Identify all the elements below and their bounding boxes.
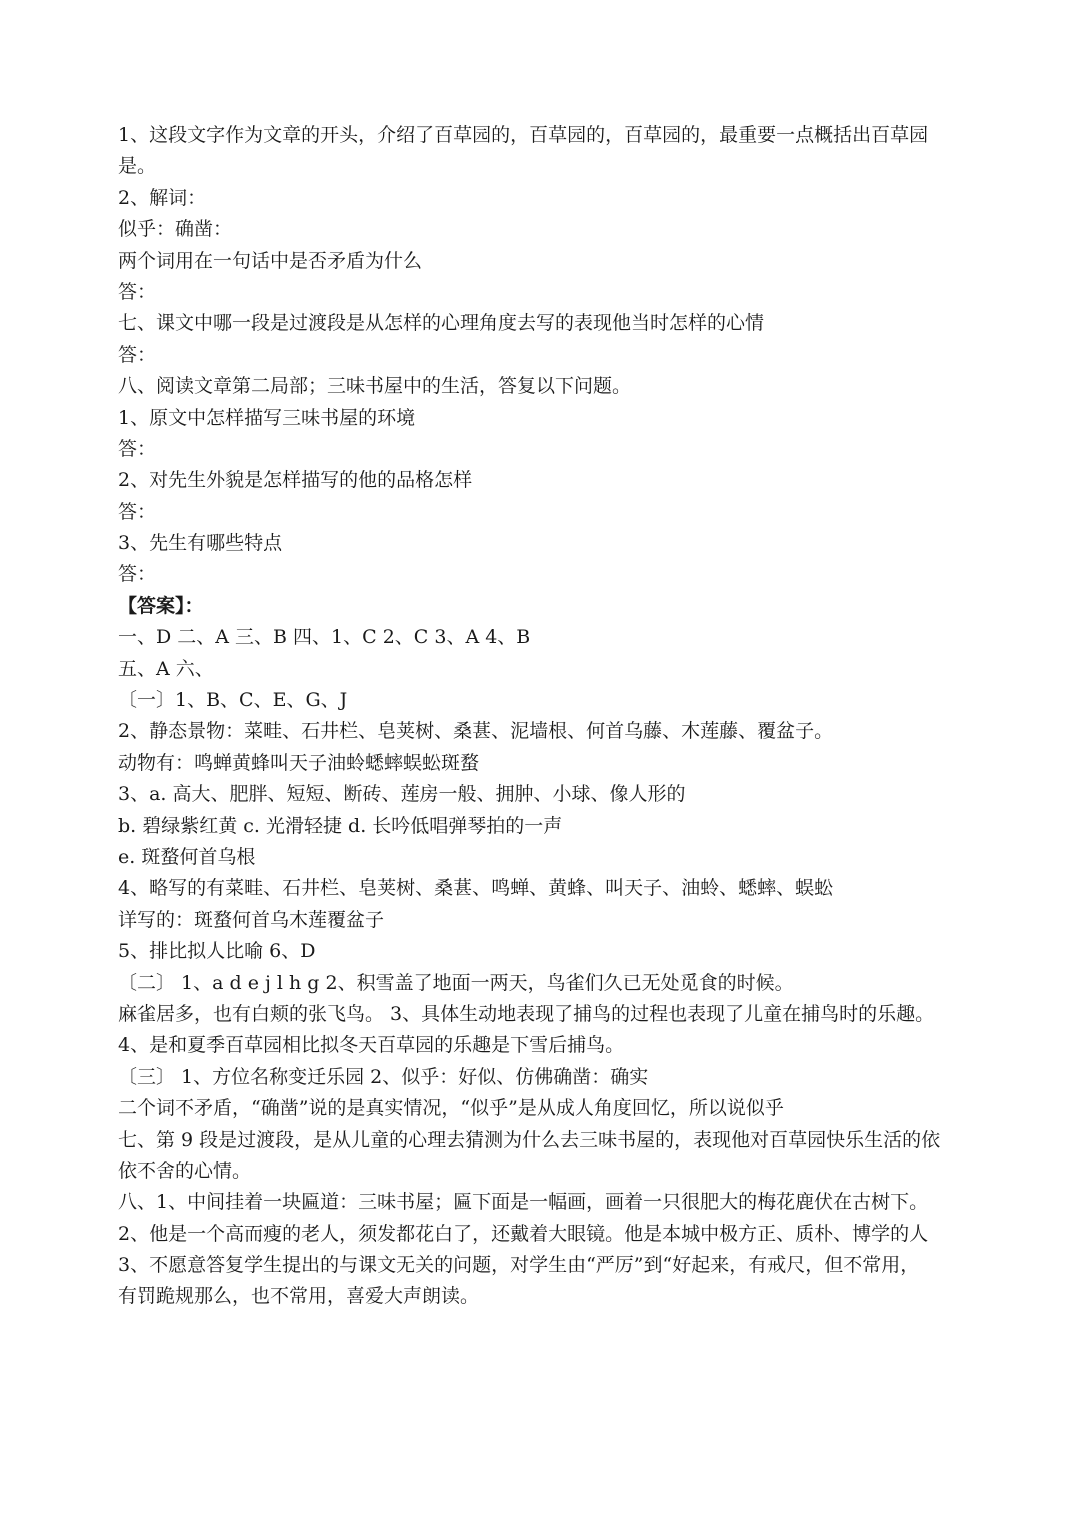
text-line: 4、略写的有菜畦、石井栏、皂荚树、桑葚、鸣蝉、黄蜂、叫天子、油蛉、蟋蟀、蜈蚣 xyxy=(118,877,834,900)
text-line: 一、D 二、A 三、B 四、1、C 2、C 3、A 4、B xyxy=(118,626,531,649)
text-line: 〔一〕1、B、C、E、G、J xyxy=(118,689,348,712)
text-line: 详写的：斑蝥何首乌木莲覆盆子 xyxy=(118,908,385,931)
text-line: 〔二〕 1、a d e j l h g 2、积雪盖了地面一两天，鸟雀们久已无处觅食的时候。 xyxy=(118,971,794,994)
text-line: 八、1、中间挂着一块匾道：三味书屋；匾下面是一幅画，画着一只很肥大的梅花鹿伏在古树下。 xyxy=(118,1191,929,1214)
text-line: 有罚跪规那么，也不常用，喜爱大声朗读。 xyxy=(118,1285,480,1308)
text-line: 动物有：鸣蝉黄蜂叫天子油蛉蟋蟀蜈蚣斑蝥 xyxy=(118,751,480,774)
text-line: 五、A 六、 xyxy=(118,657,214,680)
text-line: 3、不愿意答复学生提出的与课文无关的问题，对学生由“严厉”到“好起来，有戒尺，但不常用， xyxy=(118,1254,920,1277)
text-line: 答： xyxy=(118,343,157,366)
text-line: 2、对先生外貌是怎样描写的他的品格怎样 xyxy=(118,469,473,492)
text-line: 是。 xyxy=(118,155,157,178)
text-line: 2、静态景物：菜畦、石井栏、皂荚树、桑葚、泥墙根、何首乌藤、木莲藤、覆盆子。 xyxy=(118,720,834,743)
text-line: 2、他是一个高而瘦的老人，须发都花白了，还戴着大眼镜。他是本城中极方正、质朴、博学的人 xyxy=(118,1222,929,1245)
text-line: 答： xyxy=(118,437,157,460)
text-line: 七、第 9 段是过渡段，是从儿童的心理去猜测为什么去三味书屋的，表现他对百草园快乐生活的依 xyxy=(118,1128,941,1151)
text-line: 答： xyxy=(118,280,157,303)
text-line: e. 斑蝥何首乌根 xyxy=(118,845,256,868)
text-line: 麻雀居多，也有白颊的张飞鸟。 3、具体生动地表现了捕鸟的过程也表现了儿童在捕鸟时的乐趣。 xyxy=(118,1002,935,1025)
text-line: 答： xyxy=(118,563,157,586)
text-line: 5、排比拟人比喻 6、D xyxy=(118,940,316,963)
text-line: 3、先生有哪些特点 xyxy=(118,532,283,555)
text-line: 七、课文中哪一段是过渡段是从怎样的心理角度去写的表现他当时怎样的心情 xyxy=(118,312,765,335)
text-line: 〔三〕 1、方位名称变迁乐园 2、似乎：好似、仿佛确凿：确实 xyxy=(118,1065,649,1088)
text-line: 八、阅读文章第二局部；三味书屋中的生活，答复以下问题。 xyxy=(118,375,632,398)
text-line: 4、是和夏季百草园相比拟冬天百草园的乐趣是下雪后捕鸟。 xyxy=(118,1034,625,1057)
text-line: 1、原文中怎样描写三味书屋的环境 xyxy=(118,406,416,429)
text-line: 3、a. 高大、肥胖、短短、断砖、莲房一般、拥肿、小球、像人形的 xyxy=(118,783,686,806)
text-line: b. 碧绿紫红黄 c. 光滑轻捷 d. 长吟低唱弹琴拍的一声 xyxy=(118,814,563,837)
document-body xyxy=(118,120,978,1313)
text-line: 1、这段文字作为文章的开头，介绍了百草园的，百草园的，百草园的，最重要一点概括出百草园 xyxy=(118,124,929,146)
answer-heading: 【答案】： xyxy=(118,594,204,617)
text-line: 依不舍的心情。 xyxy=(118,1159,252,1182)
text-line: 2、解词： xyxy=(118,186,207,209)
text-line: 二个词不矛盾，“确凿”说的是真实情况，“似乎”是从成人角度回忆，所以说似乎 xyxy=(118,1097,784,1120)
text-line: 两个词用在一句话中是否矛盾为什么 xyxy=(118,249,423,272)
text-line: 似乎：确凿： xyxy=(118,218,233,241)
text-line: 答： xyxy=(118,500,157,523)
